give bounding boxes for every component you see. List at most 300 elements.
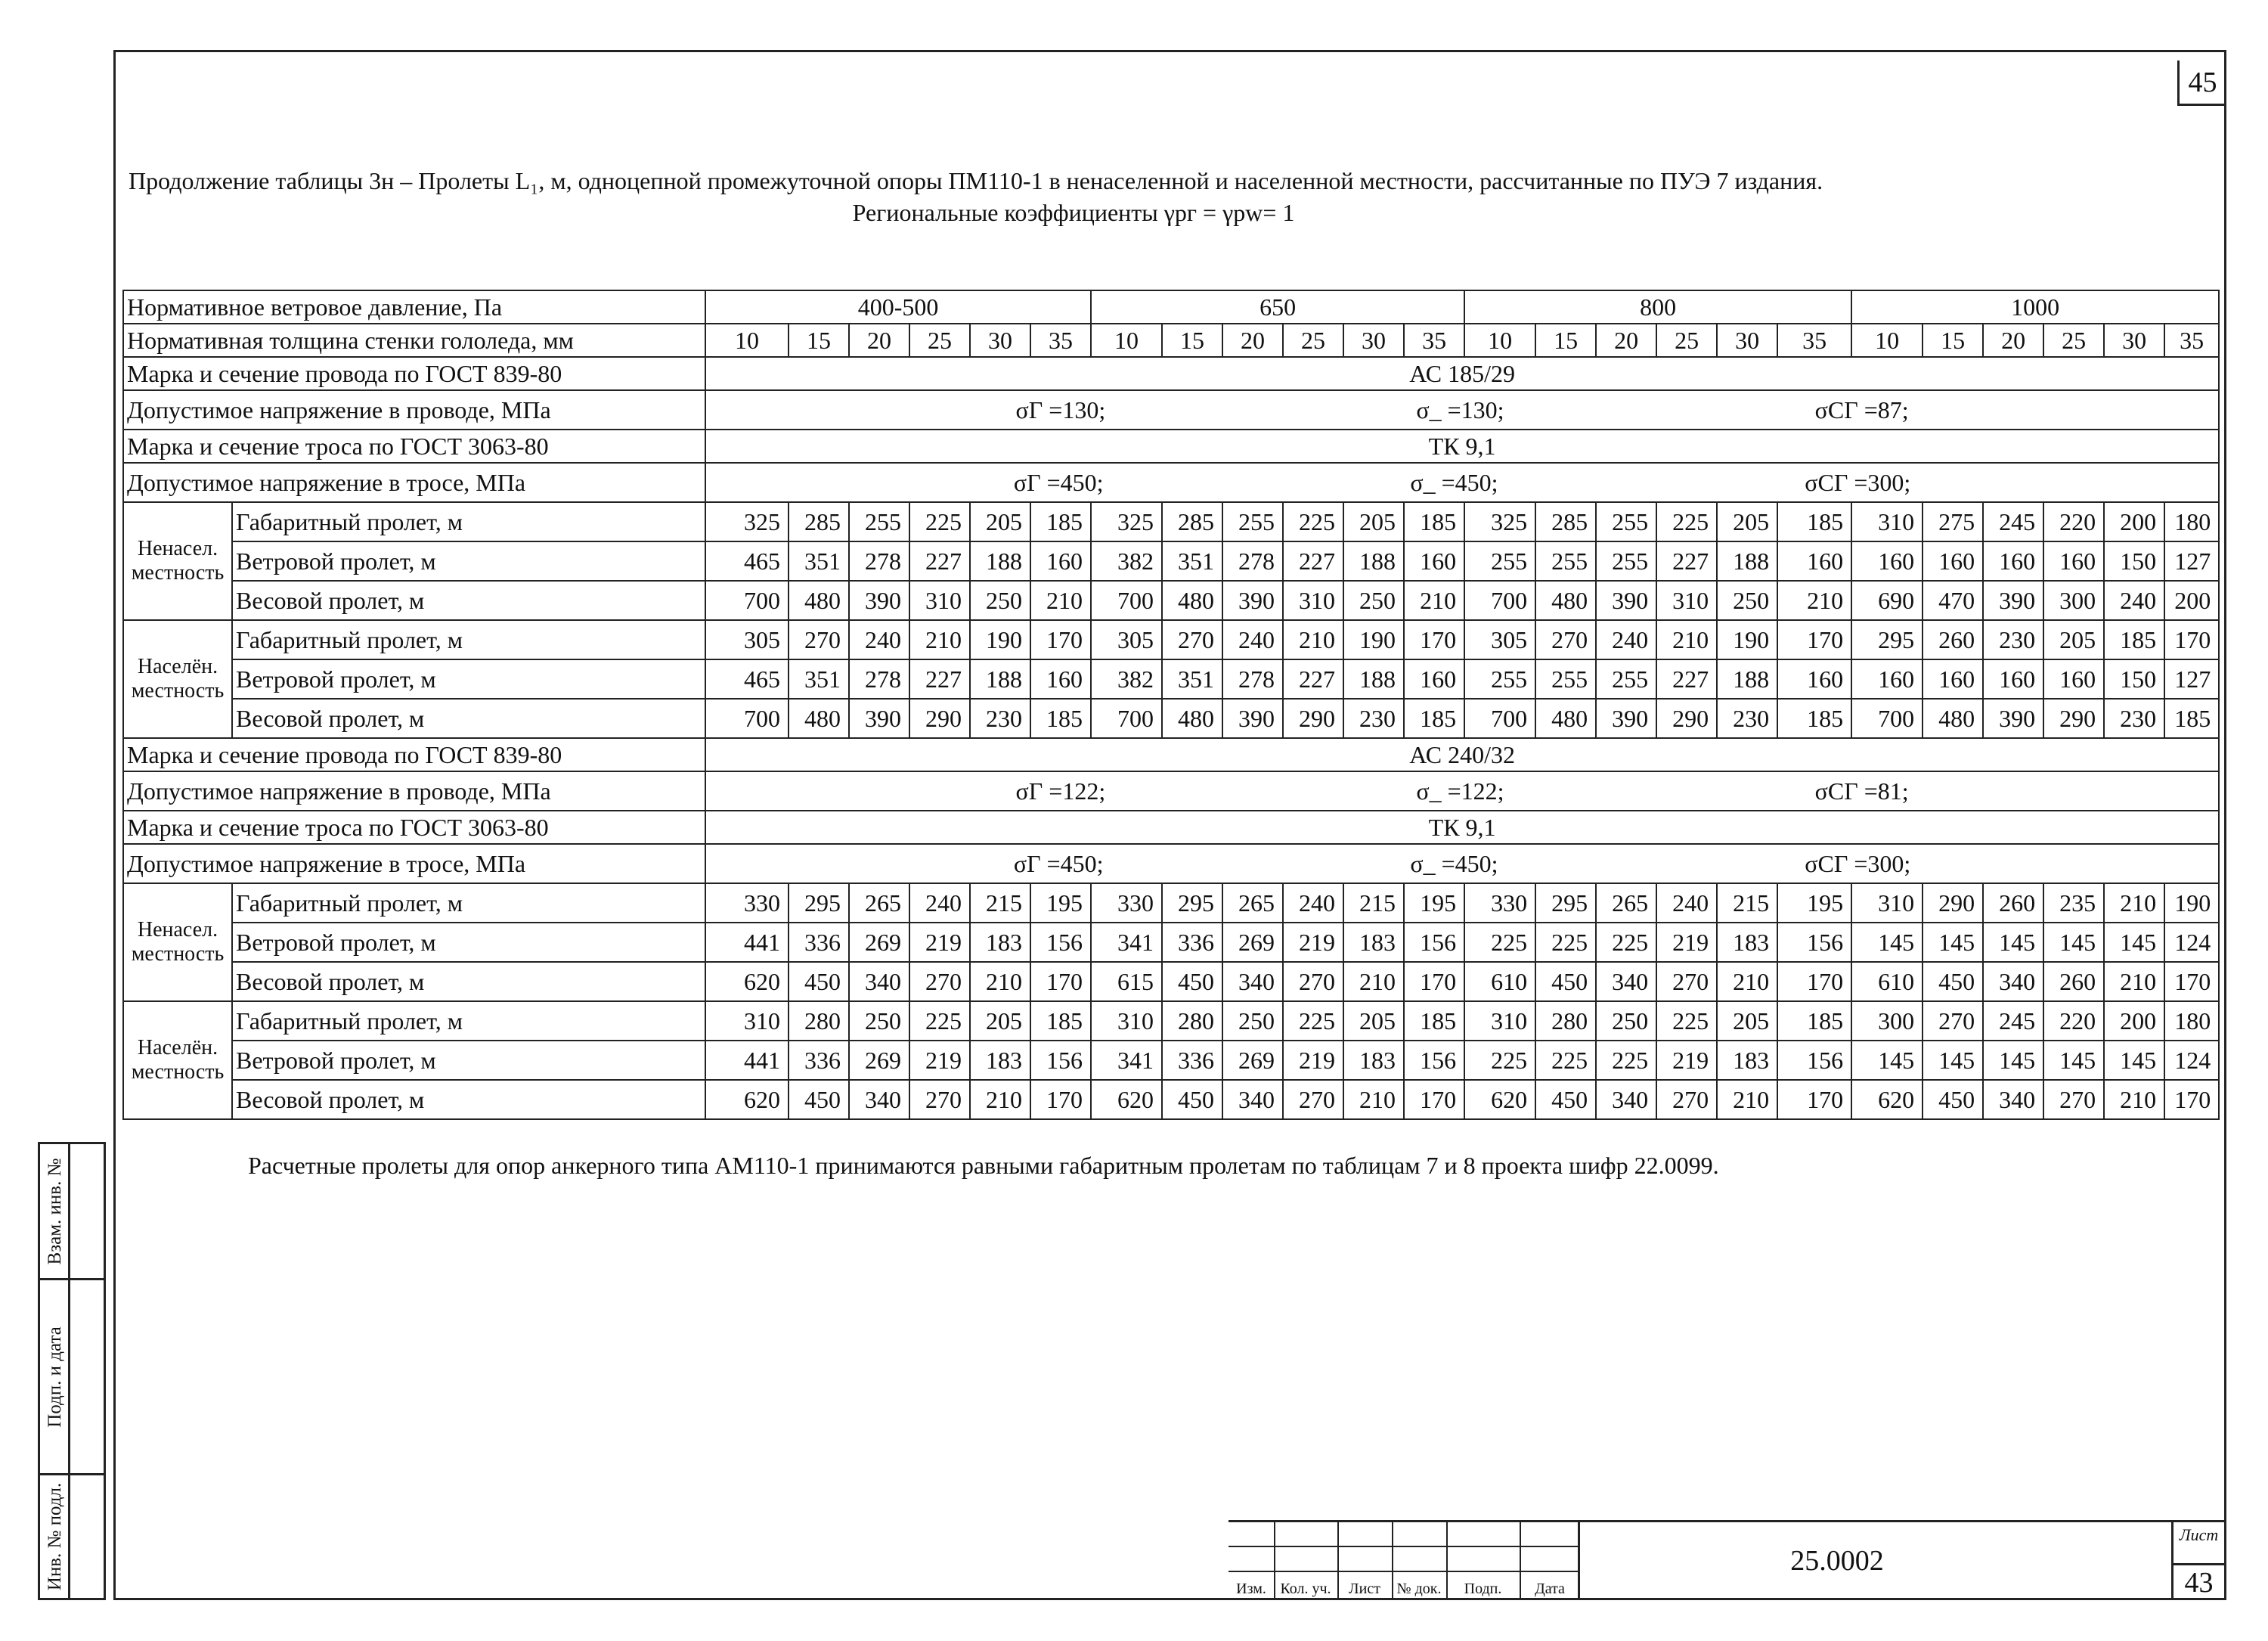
- ice-thickness-value: 30: [2104, 324, 2164, 357]
- ice-thickness-value: 30: [1717, 324, 1777, 357]
- span-value: 160: [1030, 541, 1091, 581]
- page-number: 45: [2177, 60, 2226, 106]
- span-value: 160: [1923, 541, 1983, 581]
- span-value: 340: [1596, 962, 1656, 1001]
- span-value: 620: [705, 1080, 789, 1119]
- span-value: 215: [970, 883, 1030, 923]
- sheet-box: [2171, 1522, 2224, 1600]
- span-value: 480: [1535, 699, 1596, 738]
- span-value: 480: [789, 699, 849, 738]
- span-value: 127: [2164, 659, 2219, 699]
- span-value: 620: [705, 962, 789, 1001]
- side-cell-sign: [40, 1280, 104, 1475]
- span-value: 269: [1222, 923, 1283, 962]
- span-value: 156: [1777, 1041, 1851, 1080]
- cable-stress-values: [705, 463, 2219, 502]
- span-value: 351: [789, 541, 849, 581]
- span-value: 210: [1717, 1080, 1777, 1119]
- span-value: 225: [1535, 923, 1596, 962]
- wire-brand-row: [123, 357, 2219, 390]
- span-value: 170: [2164, 620, 2219, 659]
- span-value: 295: [1162, 883, 1222, 923]
- span-value: 700: [1464, 699, 1535, 738]
- span-value: 240: [849, 620, 909, 659]
- cable-brand-row: [123, 430, 2219, 463]
- span-value: 188: [970, 659, 1030, 699]
- span-value: 170: [1777, 620, 1851, 659]
- span-value: 340: [1596, 1080, 1656, 1119]
- span-value: 230: [1717, 699, 1777, 738]
- span-value: 700: [1091, 581, 1162, 620]
- span-value: 190: [1717, 620, 1777, 659]
- span-value: 310: [1851, 502, 1923, 541]
- span-value: 285: [1162, 502, 1222, 541]
- table-row: [123, 620, 2219, 659]
- ice-thickness-value: 25: [1283, 324, 1343, 357]
- span-value: 250: [1343, 581, 1404, 620]
- ice-thickness-value: 25: [2043, 324, 2104, 357]
- span-value: 620: [1464, 1080, 1535, 1119]
- span-value: 240: [1596, 620, 1656, 659]
- ice-thickness-value: 35: [1404, 324, 1464, 357]
- span-value: 700: [705, 581, 789, 620]
- span-value: 295: [789, 883, 849, 923]
- span-type-label: Габаритный пролет, м: [232, 502, 705, 541]
- span-value: 185: [1777, 699, 1851, 738]
- span-value: 351: [1162, 659, 1222, 699]
- span-value: 219: [1656, 923, 1717, 962]
- span-value: 145: [2043, 923, 2104, 962]
- span-value: 270: [1923, 1001, 1983, 1041]
- span-value: 230: [1983, 620, 2043, 659]
- span-value: 145: [1923, 923, 1983, 962]
- table-row: [123, 1041, 2219, 1080]
- sheet-number: 43: [2174, 1563, 2224, 1602]
- note-text: Расчетные пролеты для опор анкерного типа АМ110-1 принимаются равными габаритным пролетам по таблицам 7 и 8 проекта шифр 22.0099.: [248, 1152, 1719, 1179]
- span-value: 170: [1030, 962, 1091, 1001]
- span-value: 160: [1777, 659, 1851, 699]
- span-value: 219: [1283, 1041, 1343, 1080]
- stress-value: σСГ =87;: [1814, 396, 1909, 423]
- span-value: 336: [1162, 923, 1222, 962]
- table-row: [123, 923, 2219, 962]
- span-value: 230: [1343, 699, 1404, 738]
- span-value: 480: [1162, 699, 1222, 738]
- span-value: 255: [1535, 659, 1596, 699]
- span-value: 305: [1464, 620, 1535, 659]
- span-type-label: Габаритный пролет, м: [232, 620, 705, 659]
- span-value: 278: [849, 659, 909, 699]
- cable-brand-label: Марка и сечение троса по ГОСТ 3063-80: [123, 430, 705, 463]
- span-value: 205: [1343, 502, 1404, 541]
- span-value: 450: [1535, 962, 1596, 1001]
- area-group-label: Населён. местность: [123, 620, 232, 738]
- ice-thickness-label: Нормативная толщина стенки гололеда, мм: [123, 324, 705, 357]
- side-label: Инв. № подл.: [45, 1482, 65, 1591]
- span-value: 227: [909, 541, 970, 581]
- sheet-label: Лист: [2179, 1525, 2219, 1544]
- span-value: 280: [1535, 1001, 1596, 1041]
- span-value: 390: [849, 699, 909, 738]
- document-code: 25.0002: [1790, 1545, 1884, 1577]
- stress-value: σ_ =450;: [1410, 469, 1498, 496]
- span-value: 235: [2043, 883, 2104, 923]
- span-value: 225: [1656, 1001, 1717, 1041]
- ice-thickness-value: 10: [1851, 324, 1923, 357]
- stress-value: σСГ =300;: [1805, 469, 1911, 496]
- span-value: 280: [1162, 1001, 1222, 1041]
- span-value: 225: [1464, 923, 1535, 962]
- span-value: 210: [909, 620, 970, 659]
- table-row: [123, 659, 2219, 699]
- span-value: 390: [1222, 699, 1283, 738]
- side-label: Подп. и дата: [45, 1326, 65, 1428]
- stress-value: σ_ =450;: [1410, 850, 1498, 877]
- span-value: 255: [849, 502, 909, 541]
- span-value: 255: [1596, 541, 1656, 581]
- span-value: 300: [2043, 581, 2104, 620]
- span-value: 310: [1464, 1001, 1535, 1041]
- span-value: 450: [789, 962, 849, 1001]
- span-value: 210: [1656, 620, 1717, 659]
- span-value: 250: [1717, 581, 1777, 620]
- span-value: 219: [1283, 923, 1343, 962]
- stress-value: σГ =450;: [1013, 469, 1104, 496]
- wind-pressure-group: 400-500: [705, 290, 1091, 324]
- span-value: 225: [1464, 1041, 1535, 1080]
- span-value: 160: [2043, 659, 2104, 699]
- span-value: 185: [1030, 1001, 1091, 1041]
- span-value: 341: [1091, 923, 1162, 962]
- span-value: 290: [1656, 699, 1717, 738]
- span-value: 124: [2164, 923, 2219, 962]
- span-value: 156: [1404, 1041, 1464, 1080]
- wire-stress-row: [123, 390, 2219, 430]
- span-value: 188: [1343, 541, 1404, 581]
- ice-thickness-value: 20: [1222, 324, 1283, 357]
- span-value: 195: [1030, 883, 1091, 923]
- span-value: 185: [1404, 699, 1464, 738]
- span-value: 190: [970, 620, 1030, 659]
- span-value: 145: [1851, 923, 1923, 962]
- span-value: 225: [1596, 1041, 1656, 1080]
- span-value: 210: [2104, 962, 2164, 1001]
- tb-header-kol: Кол. уч.: [1280, 1581, 1331, 1597]
- span-value: 260: [2043, 962, 2104, 1001]
- span-value: 160: [1777, 541, 1851, 581]
- ice-thickness-value: 25: [1656, 324, 1717, 357]
- span-value: 160: [1030, 659, 1091, 699]
- span-value: 205: [2043, 620, 2104, 659]
- span-value: 210: [970, 1080, 1030, 1119]
- span-value: 340: [1983, 962, 2043, 1001]
- span-value: 183: [970, 1041, 1030, 1080]
- span-value: 270: [1283, 962, 1343, 1001]
- span-value: 200: [2104, 1001, 2164, 1041]
- stress-value: σГ =122;: [1015, 777, 1106, 805]
- ice-thickness-value: 35: [1777, 324, 1851, 357]
- span-value: 295: [1535, 883, 1596, 923]
- span-value: 610: [1464, 962, 1535, 1001]
- span-value: 270: [1535, 620, 1596, 659]
- span-value: 225: [1656, 502, 1717, 541]
- span-value: 351: [1162, 541, 1222, 581]
- stress-value: σГ =130;: [1015, 396, 1106, 423]
- span-value: 441: [705, 1041, 789, 1080]
- ice-thickness-value: 35: [1030, 324, 1091, 357]
- span-value: 205: [1717, 1001, 1777, 1041]
- caption-line-1: Продолжение таблицы 3н – Пролеты L₁, м, одноцепной промежуточной опоры ПМ110-1 в ненаселенной и населенной местности, рассчитанные по ПУЭ 7 издания.: [129, 167, 1823, 194]
- stress-value: σГ =450;: [1013, 850, 1104, 877]
- span-value: 185: [1777, 502, 1851, 541]
- ice-thickness-value: 30: [970, 324, 1030, 357]
- span-value: 210: [1030, 581, 1091, 620]
- span-type-label: Ветровой пролет, м: [232, 1041, 705, 1080]
- wire-stress-values: [705, 771, 2219, 811]
- cable-stress-label: Допустимое напряжение в тросе, МПа: [123, 844, 705, 883]
- span-value: 480: [1162, 581, 1222, 620]
- span-value: 450: [1923, 962, 1983, 1001]
- span-value: 255: [1222, 502, 1283, 541]
- span-value: 210: [1343, 1080, 1404, 1119]
- span-value: 325: [1091, 502, 1162, 541]
- span-value: 170: [1777, 962, 1851, 1001]
- span-value: 290: [1283, 699, 1343, 738]
- span-value: 250: [1596, 1001, 1656, 1041]
- span-value: 270: [1162, 620, 1222, 659]
- span-value: 325: [705, 502, 789, 541]
- span-value: 270: [1283, 1080, 1343, 1119]
- span-value: 280: [789, 1001, 849, 1041]
- span-value: 340: [1222, 962, 1283, 1001]
- span-value: 170: [2164, 1080, 2219, 1119]
- span-value: 260: [1923, 620, 1983, 659]
- span-value: 160: [1983, 659, 2043, 699]
- span-value: 185: [1030, 502, 1091, 541]
- span-value: 160: [1983, 541, 2043, 581]
- span-value: 305: [1091, 620, 1162, 659]
- span-value: 170: [1404, 962, 1464, 1001]
- span-value: 480: [1535, 581, 1596, 620]
- span-type-label: Ветровой пролет, м: [232, 659, 705, 699]
- span-value: 615: [1091, 962, 1162, 1001]
- span-value: 260: [1983, 883, 2043, 923]
- cable-stress-row: [123, 844, 2219, 883]
- span-value: 465: [705, 541, 789, 581]
- span-value: 250: [849, 1001, 909, 1041]
- span-type-label: Ветровой пролет, м: [232, 541, 705, 581]
- span-value: 245: [1983, 502, 2043, 541]
- span-value: 270: [909, 1080, 970, 1119]
- span-value: 210: [1717, 962, 1777, 1001]
- span-value: 227: [1656, 659, 1717, 699]
- span-value: 227: [1283, 541, 1343, 581]
- span-value: 230: [970, 699, 1030, 738]
- span-value: 205: [1343, 1001, 1404, 1041]
- span-value: 470: [1923, 581, 1983, 620]
- span-value: 160: [1923, 659, 1983, 699]
- span-value: 382: [1091, 541, 1162, 581]
- span-value: 240: [1222, 620, 1283, 659]
- span-value: 200: [2104, 502, 2164, 541]
- span-value: 325: [1464, 502, 1535, 541]
- wind-pressure-group: 800: [1464, 290, 1851, 324]
- span-value: 269: [849, 923, 909, 962]
- span-value: 219: [1656, 1041, 1717, 1080]
- cable-stress-values: [705, 844, 2219, 883]
- side-cell-inventory: [40, 1475, 104, 1598]
- table-row: [123, 1001, 2219, 1041]
- span-value: 170: [1404, 620, 1464, 659]
- span-value: 219: [909, 923, 970, 962]
- side-cell-replace: [40, 1144, 104, 1280]
- span-value: 610: [1851, 962, 1923, 1001]
- span-value: 195: [1404, 883, 1464, 923]
- span-value: 160: [1851, 541, 1923, 581]
- span-value: 240: [2104, 581, 2164, 620]
- span-value: 290: [1923, 883, 1983, 923]
- span-value: 310: [705, 1001, 789, 1041]
- stress-value: σ_ =122;: [1416, 777, 1504, 805]
- span-value: 255: [1464, 541, 1535, 581]
- span-value: 330: [1091, 883, 1162, 923]
- span-value: 215: [1717, 883, 1777, 923]
- cable-stress-row: [123, 463, 2219, 502]
- span-value: 220: [2043, 502, 2104, 541]
- area-group-label: Населён. местность: [123, 1001, 232, 1119]
- cable-brand-value: ТК 9,1: [705, 430, 2219, 463]
- span-value: 225: [909, 502, 970, 541]
- span-value: 183: [1343, 1041, 1404, 1080]
- table-row: [123, 502, 2219, 541]
- span-value: 620: [1091, 1080, 1162, 1119]
- span-value: 145: [1983, 1041, 2043, 1080]
- span-value: 255: [1596, 502, 1656, 541]
- span-value: 188: [1717, 541, 1777, 581]
- span-value: 278: [1222, 659, 1283, 699]
- span-value: 230: [2104, 699, 2164, 738]
- span-value: 185: [1777, 1001, 1851, 1041]
- span-value: 210: [1343, 962, 1404, 1001]
- wire-brand-label: Марка и сечение провода по ГОСТ 839-80: [123, 738, 705, 771]
- span-value: 156: [1404, 923, 1464, 962]
- ice-thickness-value: 20: [849, 324, 909, 357]
- caption-line-2: Региональные коэффициенты γрг = γрw= 1: [852, 199, 1295, 226]
- span-value: 225: [1596, 923, 1656, 962]
- table-row: [123, 883, 2219, 923]
- wire-stress-row: [123, 771, 2219, 811]
- span-type-label: Весовой пролет, м: [232, 581, 705, 620]
- span-value: 390: [1596, 699, 1656, 738]
- span-value: 180: [2164, 1001, 2219, 1041]
- span-value: 700: [1091, 699, 1162, 738]
- side-label: Взам. инв. №: [45, 1158, 65, 1264]
- cable-brand-value: ТК 9,1: [705, 811, 2219, 844]
- span-value: 170: [1030, 1080, 1091, 1119]
- span-value: 330: [705, 883, 789, 923]
- span-value: 390: [1596, 581, 1656, 620]
- span-value: 382: [1091, 659, 1162, 699]
- span-value: 145: [1923, 1041, 1983, 1080]
- span-value: 227: [909, 659, 970, 699]
- table-row: [123, 699, 2219, 738]
- span-value: 145: [1851, 1041, 1923, 1080]
- tb-header-izm: Изм.: [1236, 1581, 1266, 1597]
- span-value: 300: [1851, 1001, 1923, 1041]
- span-value: 330: [1464, 883, 1535, 923]
- span-value: 127: [2164, 541, 2219, 581]
- span-value: 390: [1983, 699, 2043, 738]
- span-value: 205: [1717, 502, 1777, 541]
- span-value: 183: [1717, 1041, 1777, 1080]
- ice-thickness-value: 20: [1596, 324, 1656, 357]
- span-value: 188: [1717, 659, 1777, 699]
- ice-thickness-value: 10: [705, 324, 789, 357]
- span-value: 250: [970, 581, 1030, 620]
- span-value: 210: [1404, 581, 1464, 620]
- cable-brand-row: [123, 811, 2219, 844]
- span-value: 310: [1851, 883, 1923, 923]
- span-value: 210: [2104, 1080, 2164, 1119]
- wind-pressure-group: 1000: [1851, 290, 2219, 324]
- span-value: 210: [1777, 581, 1851, 620]
- span-type-label: Ветровой пролет, м: [232, 923, 705, 962]
- span-value: 336: [789, 1041, 849, 1080]
- span-value: 465: [705, 659, 789, 699]
- span-value: 270: [1656, 962, 1717, 1001]
- ice-thickness-value: 15: [1535, 324, 1596, 357]
- span-value: 124: [2164, 1041, 2219, 1080]
- span-type-label: Габаритный пролет, м: [232, 883, 705, 923]
- span-value: 185: [1030, 699, 1091, 738]
- span-type-label: Габаритный пролет, м: [232, 1001, 705, 1041]
- span-value: 278: [1222, 541, 1283, 581]
- span-value: 170: [1404, 1080, 1464, 1119]
- span-value: 265: [1596, 883, 1656, 923]
- span-value: 269: [849, 1041, 909, 1080]
- tb-header-sign: Подп.: [1464, 1581, 1502, 1597]
- span-value: 210: [970, 962, 1030, 1001]
- span-value: 188: [1343, 659, 1404, 699]
- wire-stress-label: Допустимое напряжение в проводе, МПа: [123, 771, 705, 811]
- span-value: 160: [1404, 541, 1464, 581]
- span-value: 270: [789, 620, 849, 659]
- span-value: 225: [1535, 1041, 1596, 1080]
- span-value: 290: [909, 699, 970, 738]
- span-value: 170: [1777, 1080, 1851, 1119]
- span-value: 156: [1777, 923, 1851, 962]
- span-value: 183: [1343, 923, 1404, 962]
- span-value: 450: [1162, 1080, 1222, 1119]
- wind-pressure-group: 650: [1091, 290, 1464, 324]
- ice-thickness-value: 30: [1343, 324, 1404, 357]
- table-row: [123, 581, 2219, 620]
- span-value: 255: [1535, 541, 1596, 581]
- span-value: 390: [1983, 581, 2043, 620]
- span-value: 240: [1283, 883, 1343, 923]
- span-value: 351: [789, 659, 849, 699]
- wind-pressure-row: [123, 290, 2219, 324]
- wire-stress-values: [705, 390, 2219, 430]
- span-value: 285: [789, 502, 849, 541]
- ice-thickness-value: 10: [1091, 324, 1162, 357]
- span-value: 160: [2043, 541, 2104, 581]
- wire-brand-value: АС 240/32: [705, 738, 2219, 771]
- span-value: 250: [1222, 1001, 1283, 1041]
- wire-brand-row: [123, 738, 2219, 771]
- wire-brand-label: Марка и сечение провода по ГОСТ 839-80: [123, 357, 705, 390]
- span-value: 340: [1983, 1080, 2043, 1119]
